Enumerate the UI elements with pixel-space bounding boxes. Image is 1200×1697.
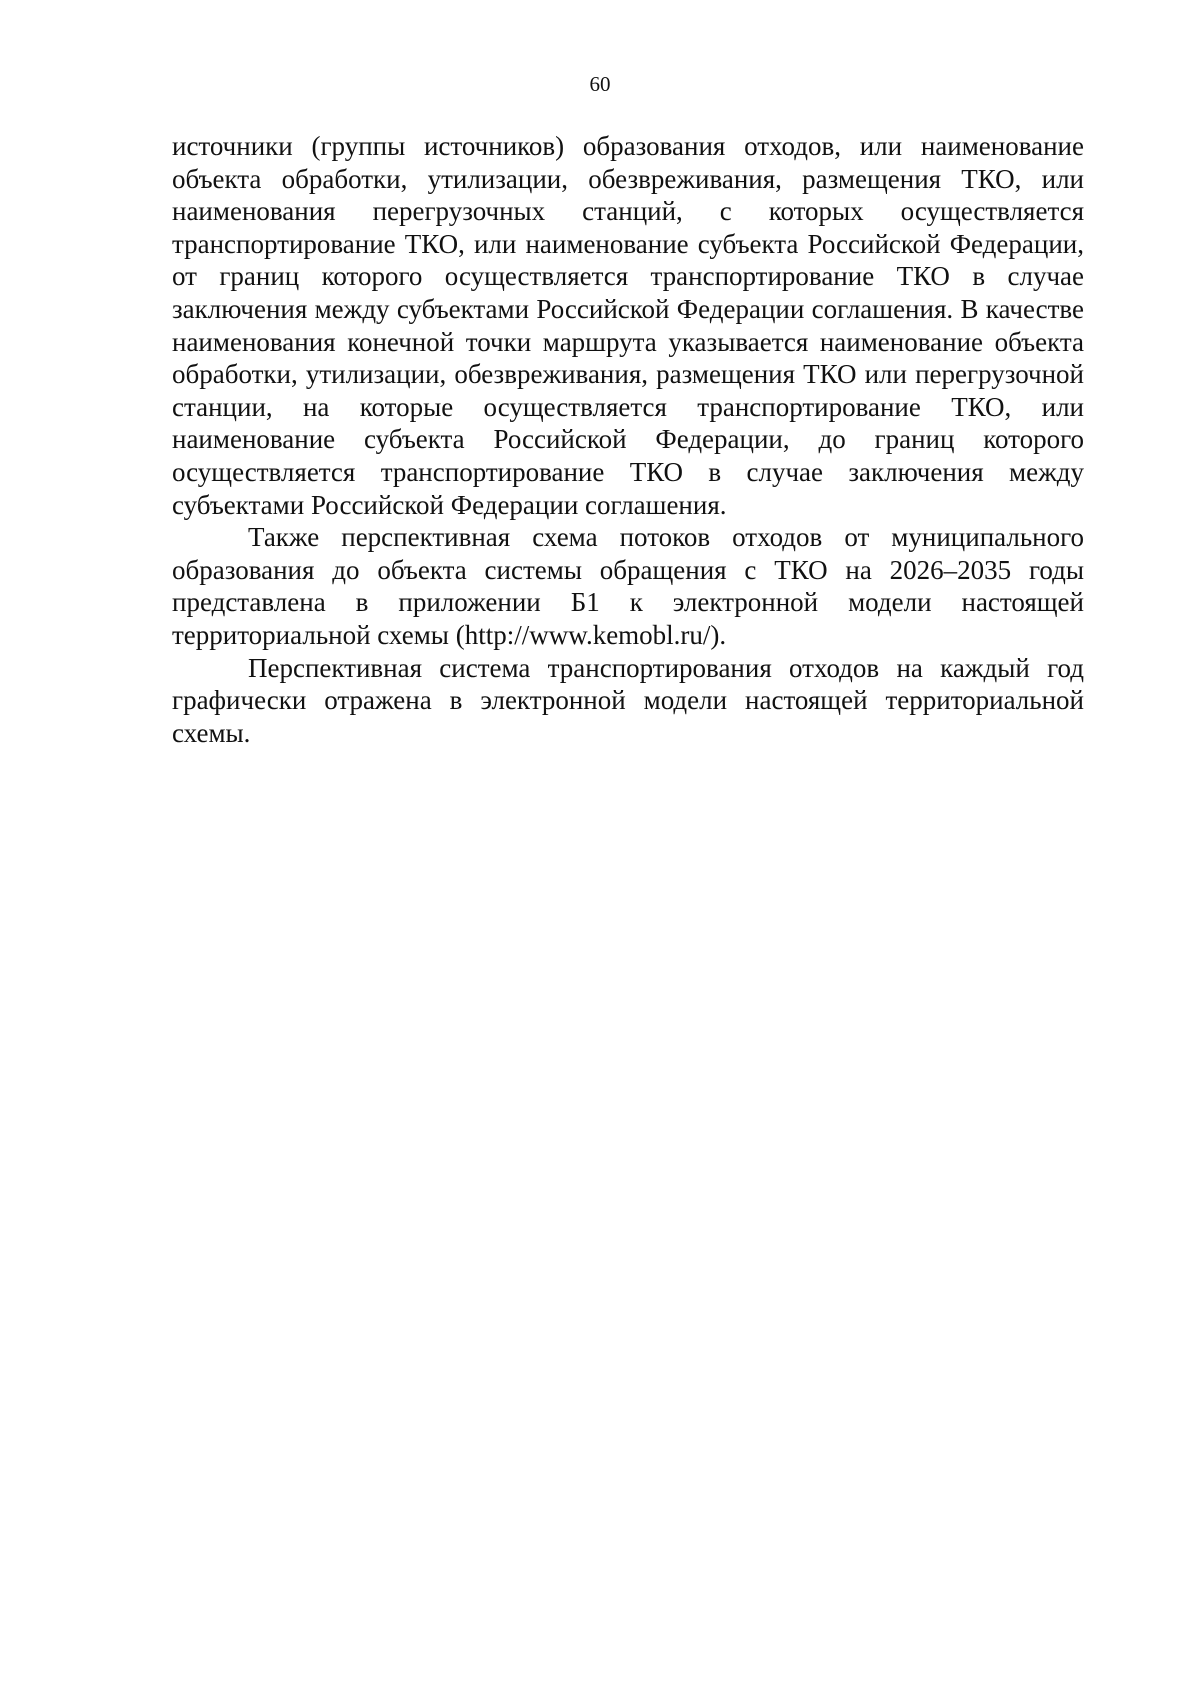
page-number: 60 (589, 72, 611, 96)
paragraph-transport-system: Перспективная система транспортирования отходов на каждый год графически отражена в электронной модели настоящей территориальной схемы. (172, 652, 1084, 748)
body-text (172, 130, 1084, 749)
paragraph-continuation: источники (группы источников) образования отходов, или наименование объекта обработки, утилизации, обезвреживания, размещения ТКО, или наименования перегрузочных станций, с которых осуществляется транспортирование ТКО, или наименование субъекта Российской Федерации, от границ которого осуществляется транспортирование ТКО в случае заключения между субъектами Российской Федерации соглашения. В качестве наименования конечной точки маршрута указывается наименование объекта обработки, утилизации, обезвреживания, размещения ТКО или перегрузочной станции, на которые осуществляется транспортирование ТКО, или наименование субъекта Российской Федерации, до границ которого осуществляется транспортирование ТКО в случае заключения между субъектами Российской Федерации соглашения. (172, 131, 1084, 520)
paragraph-flow-scheme: Также перспективная схема потоков отходов от муниципального образования до объекта системы обращения с ТКО на 2026–2035 годы представлена в приложении Б1 к электронной модели настоящей территориальной схемы (http://www.kemobl.ru/). (172, 522, 1084, 650)
